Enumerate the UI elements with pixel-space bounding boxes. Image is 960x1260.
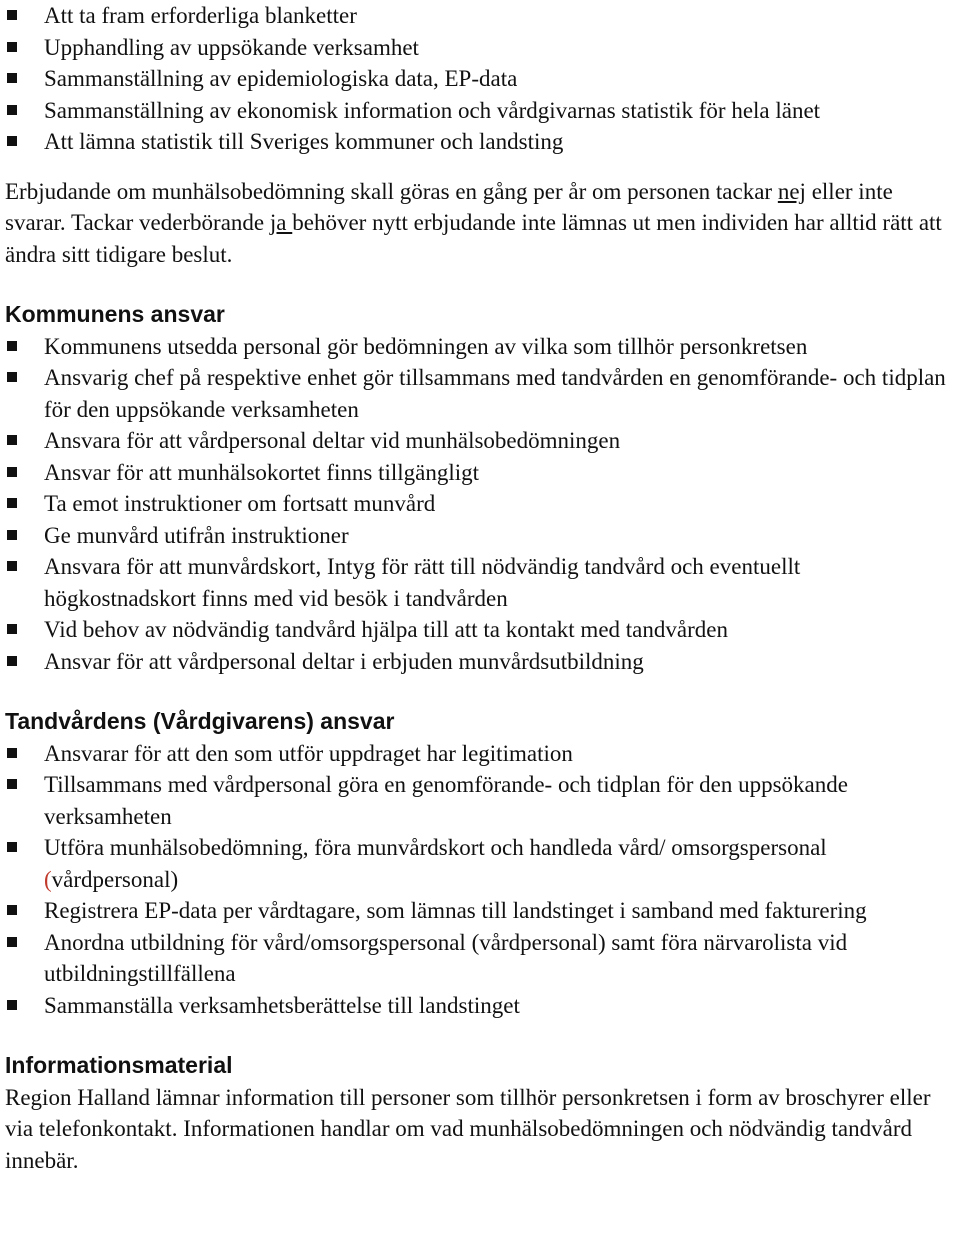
list-item: Att lämna statistik till Sveriges kommuner och landsting bbox=[5, 126, 956, 158]
info-text: Region Halland lämnar information till personer som tillhör personkretsen i form av broschyrer eller via telefonkontakt. bbox=[5, 1084, 931, 1141]
list-item: Sammanställa verksamhetsberättelse till landstinget bbox=[5, 990, 956, 1022]
list-item: Sammanställning av epidemiologiska data, EP-data bbox=[5, 63, 956, 95]
list-item: Ansvar för att munhälsokortet finns tillgängligt bbox=[5, 457, 956, 489]
list-item-text: Utföra munhälsobedömning, föra munvårdskort och handleda vård/ omsorgspersonal bbox=[44, 835, 827, 860]
info-text: Informationen handlar om vad munhälsobedömningen och nödvändig tandvård innebär. bbox=[5, 1116, 912, 1173]
underlined-ja: ja bbox=[269, 210, 293, 235]
info-paragraph bbox=[5, 1082, 956, 1177]
list-item: Upphandling av uppsökande verksamhet bbox=[5, 32, 956, 64]
tandvard-bullet-list bbox=[5, 738, 956, 1022]
list-item: Ta emot instruktioner om fortsatt munvård bbox=[5, 488, 956, 520]
list-item: Anordna utbildning för vård/omsorgspersonal (vårdpersonal) samt föra närvarolista vid utbildningstillfällena bbox=[5, 927, 956, 990]
list-item-text: vårdpersonal) bbox=[51, 866, 179, 892]
top-bullet-list bbox=[5, 0, 956, 158]
list-item bbox=[5, 832, 956, 895]
offer-paragraph bbox=[5, 176, 956, 271]
tandvard-heading: Tandvårdens (Vårdgivarens) ansvar bbox=[5, 708, 395, 734]
list-item: Ge munvård utifrån instruktioner bbox=[5, 520, 956, 552]
paragraph-text: eller inte svarar. Tackar vederbörande bbox=[5, 178, 893, 235]
paragraph-text: behöver nytt erbjudande inte lämnas ut men individen har alltid rätt att ändra sitt tidigare beslut. bbox=[5, 210, 942, 267]
list-item: Sammanställning av ekonomisk information och vårdgivarnas statistik för hela länet bbox=[5, 95, 956, 127]
list-item: Ansvar för att vårdpersonal deltar i erbjuden munvårdsutbildning bbox=[5, 646, 956, 678]
red-paren: ( bbox=[44, 866, 52, 892]
list-item: Ansvara för att vårdpersonal deltar vid munhälsobedömningen bbox=[5, 425, 956, 457]
list-item: Ansvara för att munvårdskort, Intyg för rätt till nödvändig tandvård och eventuellt högkostnadskort finns med vid besök i tandvården bbox=[5, 551, 956, 614]
paragraph-text: Erbjudande om munhälsobedömning skall göras en gång per år om personen tackar bbox=[5, 178, 778, 204]
list-item: Kommunens utsedda personal gör bedömningen av vilka som tillhör personkretsen bbox=[5, 331, 956, 363]
list-item: Ansvarar för att den som utför uppdraget har legitimation bbox=[5, 738, 956, 770]
info-heading: Informationsmaterial bbox=[5, 1052, 233, 1078]
list-item: Ansvarig chef på respektive enhet gör tillsammans med tandvården en genomförande- och tidplan för den uppsökande verksamheten bbox=[5, 362, 956, 425]
kommun-bullet-list bbox=[5, 331, 956, 678]
list-item: Registrera EP-data per vårdtagare, som lämnas till landstinget i samband med fakturering bbox=[5, 895, 956, 927]
list-item: Att ta fram erforderliga blanketter bbox=[5, 0, 956, 32]
list-item: Vid behov av nödvändig tandvård hjälpa till att ta kontakt med tandvården bbox=[5, 614, 956, 646]
list-item: Tillsammans med vårdpersonal göra en genomförande- och tidplan för den uppsökande verksamheten bbox=[5, 769, 956, 832]
underlined-nej: nej bbox=[777, 178, 806, 204]
kommun-heading: Kommunens ansvar bbox=[5, 301, 225, 327]
